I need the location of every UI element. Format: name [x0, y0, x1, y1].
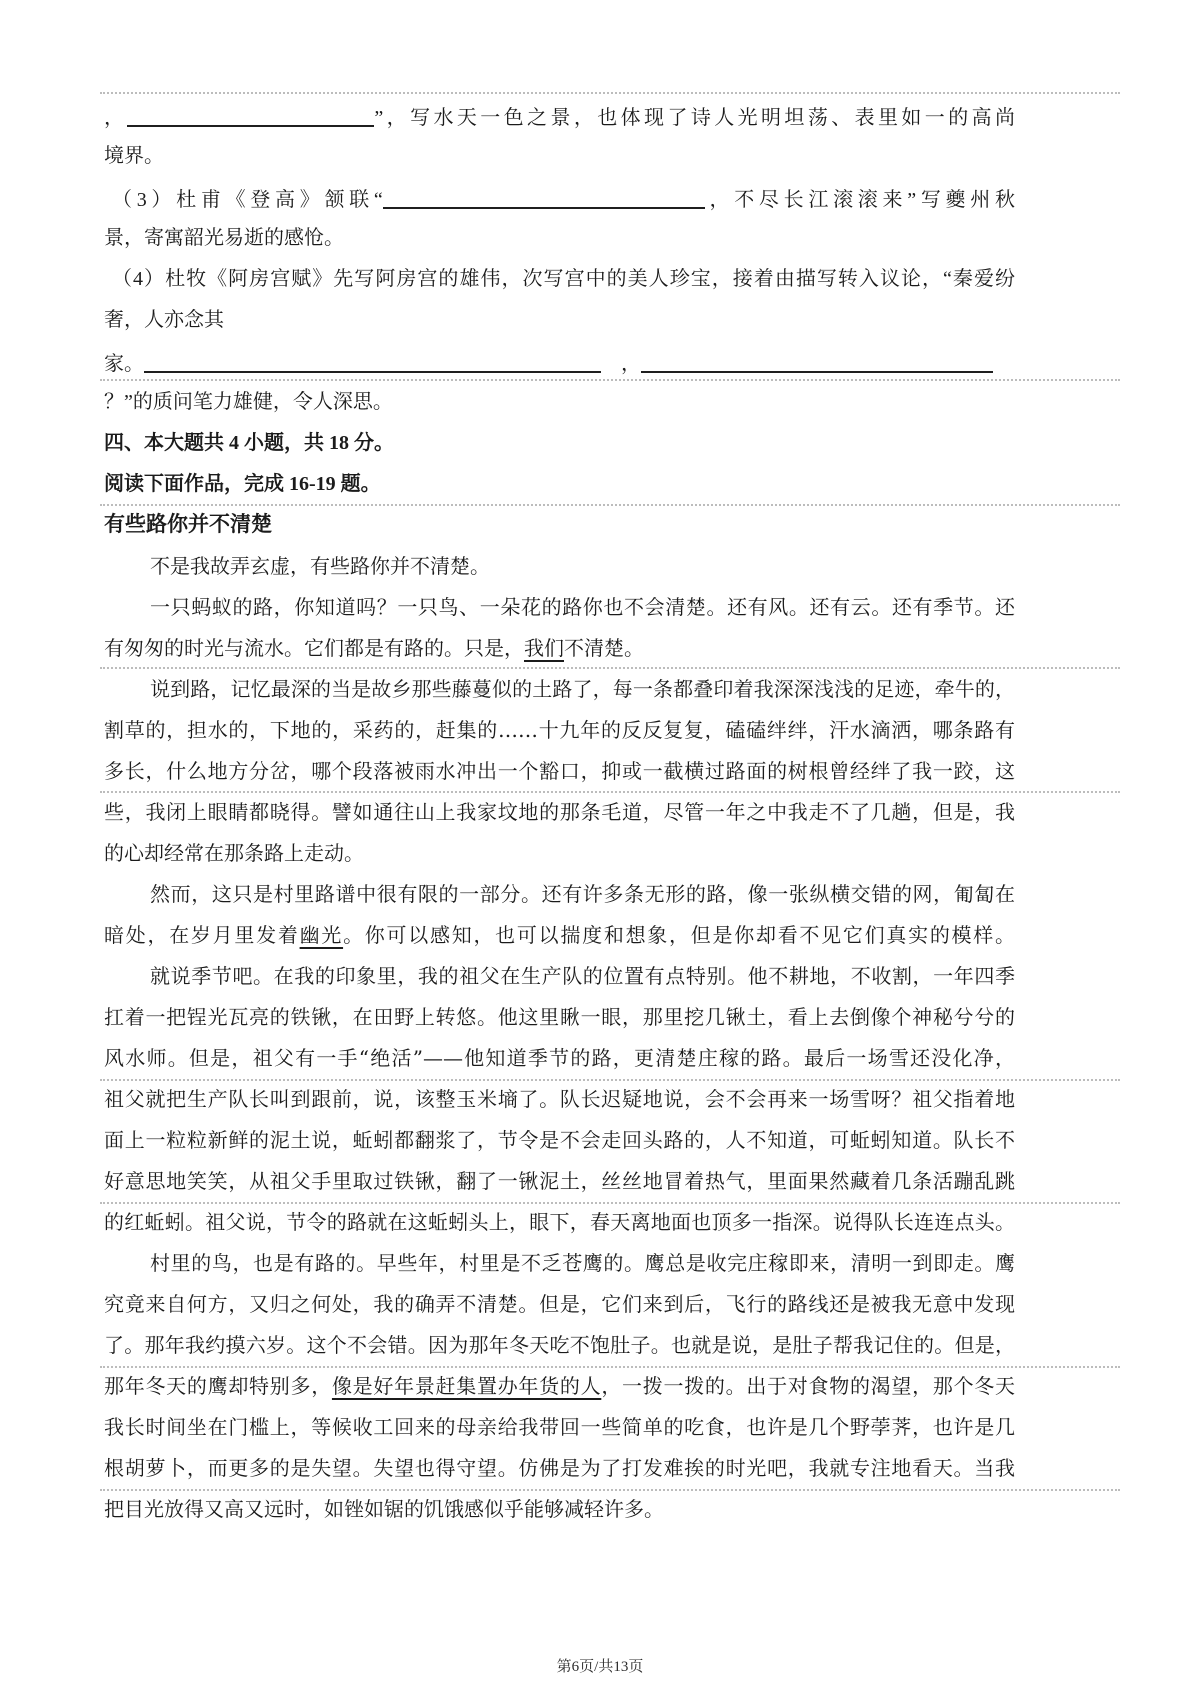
text-run: 好意思地笑笑，从祖父手里取过铁锹，翻了一锹泥土，丝丝地冒着热气，里面果然藏着几条活蹦乱跳: [104, 1169, 1015, 1193]
text-line: [104, 922, 1015, 948]
text-line: [104, 676, 1015, 702]
text-run: 。你可以感知，也可以揣度和想象，但是你却看不见它们真实的模样。: [343, 923, 1016, 947]
text-run: ？”的质问笔力雄健，令人深思。: [104, 391, 393, 413]
text-run: 扛着一把锃光瓦亮的铁锹，在田野上转悠。他这里瞅一眼，那里挖几锹土，看上去倒像个神秘兮兮的: [104, 1005, 1015, 1029]
dotted-separator: [100, 1079, 1120, 1081]
text-run: 把目光放得又高又远时，如锉如锯的饥饿感似乎能够减轻许多。: [104, 1497, 664, 1521]
dotted-separator: [100, 1366, 1120, 1368]
text-run: 就说季节吧。在我的印象里，我的祖父在生产队的位置有点特别。他不耕地，不收割，一年四季: [150, 964, 1015, 988]
text-line: [104, 1291, 1015, 1317]
text-line: [104, 717, 1015, 743]
text-run: 不是我故弄玄虚，有些路你并不清楚。: [150, 554, 490, 578]
text-run: 一只蚂蚁的路，你知道吗？一只鸟、一朵花的路你也不会清楚。还有风。还有云。还有季节。还: [150, 595, 1015, 619]
text-line: [104, 430, 1015, 456]
text-line: [104, 1373, 1015, 1399]
text-line: [104, 102, 1015, 131]
text-line: [104, 1086, 1015, 1112]
dotted-separator: [100, 791, 1120, 793]
text-run: 的红蚯蚓。祖父说，节令的路就在这蚯蚓头上，眼下，春天离地面也顶多一指深。说得队长连连点头。: [104, 1210, 1015, 1234]
text-line: [104, 594, 1015, 620]
text-run: 割草的，担水的，下地的，采药的，赶集的……十九年的反反复复，磕磕绊绊，汗水滴洒，哪条路有: [104, 718, 1015, 742]
text-line: [104, 1414, 1015, 1440]
text-run: ，不尽长江滚滚来”写夔州秋: [704, 189, 1015, 211]
text-line: [104, 307, 1015, 333]
text-run: 境界。: [104, 145, 164, 167]
text-line: [104, 512, 1015, 538]
text-run: 了。那年我约摸六岁。这个不会错。因为那年冬天吃不饱肚子。也就是说，是肚子帮我记住的。但是，: [104, 1333, 1015, 1357]
underlined-phrase: 像是好年景赶集置办年货的人: [331, 1374, 602, 1398]
text-run: 说到路，记忆最深的当是故乡那些藤蔓似的土路了，每一条都叠印着我深深浅浅的足迹，牵牛的，: [150, 677, 1015, 701]
answer-blank: [127, 105, 374, 127]
text-line: [104, 1209, 1015, 1235]
text-run: 根胡萝卜，而更多的是失望。失望也得守望。仿佛是为了打发难挨的时光吧，我就专注地看天。当我: [104, 1456, 1015, 1480]
text-line: [104, 1127, 1015, 1153]
text-run: （4）杜牧《阿房宫赋》先写阿房宫的雄伟，次写宫中的美人珍宝，接着由描写转入议论，“秦爱纷: [112, 268, 1015, 290]
text-run: 然而，这只是村里路谱中很有限的一部分。还有许多条无形的路，像一张纵横交错的网，匍匐在: [150, 882, 1015, 906]
text-run: 村里的鸟，也是有路的。早些年，村里是不乏苍鹰的。鹰总是收完庄稼即来，清明一到即走。鹰: [150, 1251, 1015, 1275]
answer-blank: [641, 351, 993, 373]
dotted-separator: [100, 504, 1120, 506]
text-run: 不清楚。: [564, 636, 644, 660]
text-line: [104, 635, 1015, 661]
text-run: ，一拨一拨的。出于对食物的渴望，那个冬天: [601, 1374, 1016, 1398]
text-line: [104, 348, 1015, 377]
text-run: 我长时间坐在门槛上，等候收工回来的母亲给我带回一些简单的吃食，也许是几个野荸荠，也许是几: [104, 1415, 1015, 1439]
text-line: [104, 1004, 1015, 1030]
text-run: 阅读下面作品，完成 16-19 题。: [104, 473, 381, 495]
text-run: 有匆匆的时光与流水。它们都是有路的。只是，: [104, 636, 524, 660]
underlined-phrase: 我们: [524, 636, 564, 660]
text-line: [104, 553, 1015, 579]
text-run: ”，写水天一色之景，也体现了诗人光明坦荡、表里如一的高尚: [374, 107, 1015, 129]
text-line: [104, 225, 1015, 251]
text-run: ，: [104, 107, 128, 129]
text-line: [104, 1045, 1015, 1071]
text-line: [104, 799, 1015, 825]
page-footer: 第6页/共13页: [556, 1659, 644, 1675]
text-run: 那年冬天的鹰却特别多，: [104, 1374, 332, 1398]
text-run: 些，我闭上眼睛都晓得。譬如通往山上我家坟地的那条毛道，尽管一年之中我走不了几趟，但是，我: [104, 800, 1015, 824]
text-line: [104, 1455, 1015, 1481]
text-run: 究竟来自何方，又归之何处，我的确弄不清楚。但是，它们来到后，飞行的路线还是被我无意中发现: [104, 1292, 1015, 1316]
text-run: 景，寄寓韶光易逝的感怆。: [104, 227, 344, 249]
text-line: [104, 184, 1015, 213]
dotted-separator: [100, 667, 1120, 669]
text-line: [104, 1250, 1015, 1276]
text-line: [104, 758, 1015, 784]
text-run: 暗处，在岁月里发着: [104, 923, 300, 947]
dotted-separator: [100, 379, 1120, 381]
text-line: [104, 1496, 1015, 1522]
text-line: [104, 389, 1015, 415]
text-line: [104, 963, 1015, 989]
text-run: 多长，什么地方分岔，哪个段落被雨水冲出一个豁口，抑或一截横过路面的树根曾经绊了我一跤，这: [104, 759, 1015, 783]
text-run: 祖父就把生产队长叫到跟前，说，该整玉米墒了。队长迟疑地说，会不会再来一场雪呀？祖父指着地: [104, 1087, 1015, 1111]
dotted-separator: [100, 92, 1120, 94]
text-run: 奢，人亦念其: [104, 309, 224, 331]
answer-blank: [144, 351, 601, 373]
text-run: 家。: [104, 353, 144, 375]
text-run: （3）杜甫《登高》颔联“: [112, 189, 383, 211]
text-line: [104, 1332, 1015, 1358]
text-line: [104, 143, 1015, 169]
text-run: 的心却经常在那条路上走动。: [104, 841, 364, 865]
text-line: [104, 266, 1015, 292]
answer-blank: [383, 187, 705, 209]
text-run: 有些路你并不清楚: [104, 513, 272, 536]
text-line: [104, 881, 1015, 907]
text-run: 风水师。但是，祖父有一手“绝活”——他知道季节的路，更清楚庄稼的路。最后一场雪还没化净，: [104, 1046, 1015, 1070]
text-run: 四、本大题共 4 小题，共 18 分。: [104, 432, 394, 454]
text-line: [104, 1168, 1015, 1194]
dotted-separator: [100, 1202, 1120, 1204]
underlined-phrase: 幽光: [299, 923, 344, 947]
text-run: ，: [601, 353, 641, 375]
text-run: 面上一粒粒新鲜的泥土说，蚯蚓都翻浆了，节令是不会走回头路的，人不知道，可蚯蚓知道。队长不: [104, 1128, 1015, 1152]
text-line: [104, 840, 1015, 866]
dotted-separator: [100, 1489, 1120, 1491]
text-line: [104, 471, 1015, 497]
